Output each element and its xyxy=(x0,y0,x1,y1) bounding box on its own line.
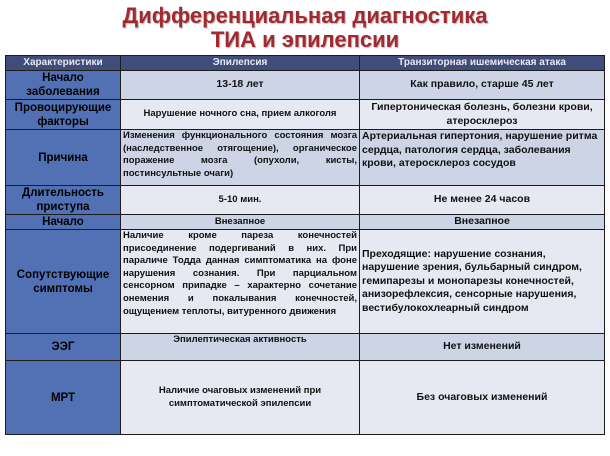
slide-title xyxy=(0,4,610,52)
epilepsy-cell: Изменения функционального состояния мозга (наследственное отягощение), органическое поражение мозга (опухоли, кисты, постинсультные очаги) xyxy=(121,130,360,186)
epilepsy-cell: 13-18 лет xyxy=(121,71,360,100)
row-label: Провоцирующие факторы xyxy=(6,100,121,130)
header-characteristics: Характеристики xyxy=(6,56,121,71)
tia-cell: Как правило, старше 45 лет xyxy=(360,71,605,100)
epilepsy-cell: Наличие кроме пареза конечностей присоединение подергиваний в них. При параличе Тодда данная симптоматика на фоне нарушения сознания. При парциальном сенсорном припадке – характерно сочетание онемения и покалывания конечностей, ощущением теплоты, витуренного движения xyxy=(121,230,360,334)
row-label: Начало заболевания xyxy=(6,71,121,100)
row-label: Сопутствующие симптомы xyxy=(6,230,121,334)
row-label: Длительность приступа xyxy=(6,186,121,215)
tia-cell: Внезапное xyxy=(360,215,605,230)
table-row xyxy=(6,71,605,100)
epilepsy-cell: 5-10 мин. xyxy=(121,186,360,215)
tia-cell: Преходящие: нарушение сознания, нарушение зрения, бульбарный синдром, гемипарезы и монопарезы конечностей, анизорефлексия, сенсорные нарушения, вестибулокохлеарный синдром xyxy=(360,230,605,334)
epilepsy-cell: Нарушение ночного сна, прием алкоголя xyxy=(121,100,360,130)
row-label: ЭЭГ xyxy=(6,334,121,361)
tia-cell: Без очаговых изменений xyxy=(360,361,605,435)
table-row xyxy=(6,186,605,215)
tia-cell: Не менее 24 часов xyxy=(360,186,605,215)
row-label: МРТ xyxy=(6,361,121,435)
tia-cell: Нет изменений xyxy=(360,334,605,361)
table-row xyxy=(6,215,605,230)
row-label: Начало xyxy=(6,215,121,230)
comparison-table xyxy=(5,55,605,435)
header-epilepsy: Эпилепсия xyxy=(121,56,360,71)
table-row xyxy=(6,130,605,186)
title-line-1: Дифференциальная диагностика xyxy=(122,3,488,28)
table-row xyxy=(6,230,605,334)
table-row xyxy=(6,361,605,435)
tia-cell: Артериальная гипертония, нарушение ритма сердца, патология сердца, заболевания крови, атеросклероз сосудов xyxy=(360,130,605,186)
table-header-row xyxy=(6,56,605,71)
table-row xyxy=(6,334,605,361)
epilepsy-cell: Эпилептическая активность xyxy=(121,334,360,361)
header-tia: Транзиторная ишемическая атака xyxy=(360,56,605,71)
table-row xyxy=(6,100,605,130)
row-label: Причина xyxy=(6,130,121,186)
epilepsy-cell: Наличие очаговых изменений при симптоматической эпилепсии xyxy=(121,361,360,435)
title-line-2: ТИА и эпилепсии xyxy=(210,27,400,52)
epilepsy-cell: Внезапное xyxy=(121,215,360,230)
tia-cell: Гипертоническая болезнь, болезни крови, атеросклероз xyxy=(360,100,605,130)
